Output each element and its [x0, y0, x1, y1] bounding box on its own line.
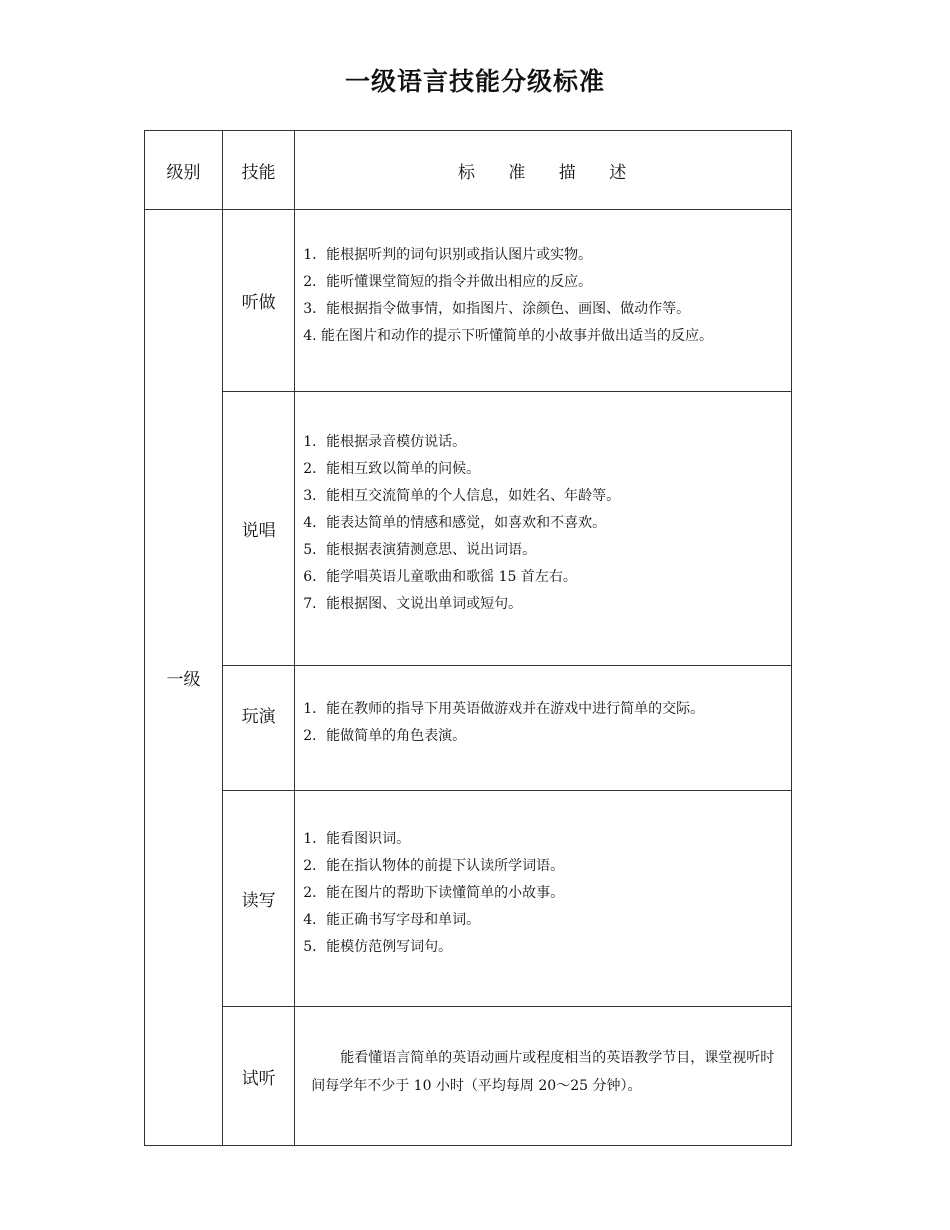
table-row	[145, 210, 792, 392]
skill-cell-listen-do: 听做	[223, 210, 295, 392]
list-item: 1．能根据录音模仿说话。	[303, 434, 467, 450]
skill-cell-play-act: 玩演	[223, 666, 295, 791]
list-item: 3．能根据指令做事情，如指图片、涂颜色、画图、做动作等。	[303, 301, 691, 317]
list-item: 2．能在指认物体的前提下认读所学词语。	[303, 858, 565, 874]
table-header-row	[145, 131, 792, 210]
paragraph: 能看懂语言简单的英语动画片或程度相当的英语教学节目，课堂视听时间每学年不少于 10 小时（平均每周 20～25 分钟）。	[311, 1050, 775, 1094]
description-cell	[295, 210, 792, 392]
description-cell	[295, 791, 792, 1007]
list-item: 5．能根据表演猜测意思、说出词语。	[303, 542, 537, 558]
header-description: 标 准 描 述	[295, 131, 792, 210]
skill-cell-audio-visual: 试听	[223, 1007, 295, 1146]
list-item: 4. 能在图片和动作的提示下听懂简单的小故事并做出适当的反应。	[303, 328, 714, 344]
level-cell: 一级	[145, 210, 223, 1146]
list-item: 4．能表达简单的情感和感觉，如喜欢和不喜欢。	[303, 515, 607, 531]
list-item: 6．能学唱英语儿童歌曲和歌徭 15 首左右。	[303, 569, 577, 585]
list-item: 1．能看图识词。	[303, 831, 411, 847]
skill-standards-table	[144, 130, 792, 1146]
header-level: 级别	[145, 131, 223, 210]
list-item: 2．能相互致以简单的问候。	[303, 461, 481, 477]
skill-cell-read-write: 读写	[223, 791, 295, 1007]
description-cell	[295, 1007, 792, 1146]
list-item: 1．能在教师的指导下用英语做游戏并在游戏中进行简单的交际。	[303, 701, 705, 717]
page-title: 一级语言技能分级标准	[344, 67, 605, 96]
description-cell	[295, 392, 792, 666]
list-item: 2．能听懂课堂简短的指令并做出相应的反应。	[303, 274, 593, 290]
list-item: 5．能模仿范例写词句。	[303, 939, 453, 955]
table-row	[145, 1007, 792, 1146]
table-row	[145, 666, 792, 791]
description-cell	[295, 666, 792, 791]
list-item: 2．能做简单的角色表演。	[303, 728, 467, 744]
list-item: 3．能相互交流简单的个人信息，如姓名、年龄等。	[303, 488, 621, 504]
list-item: 7．能根据图、文说出单词或短句。	[303, 596, 523, 612]
table-row	[145, 791, 792, 1007]
list-item: 1．能根据听判的词句识别或指认图片或实物。	[303, 247, 593, 263]
table-row	[145, 392, 792, 666]
list-item: 4．能正确书写字母和单词。	[303, 912, 481, 928]
list-item: 2．能在图片的帮助下读懂简单的小故事。	[303, 885, 565, 901]
skill-cell-speak-sing: 说唱	[223, 392, 295, 666]
header-skill: 技能	[223, 131, 295, 210]
